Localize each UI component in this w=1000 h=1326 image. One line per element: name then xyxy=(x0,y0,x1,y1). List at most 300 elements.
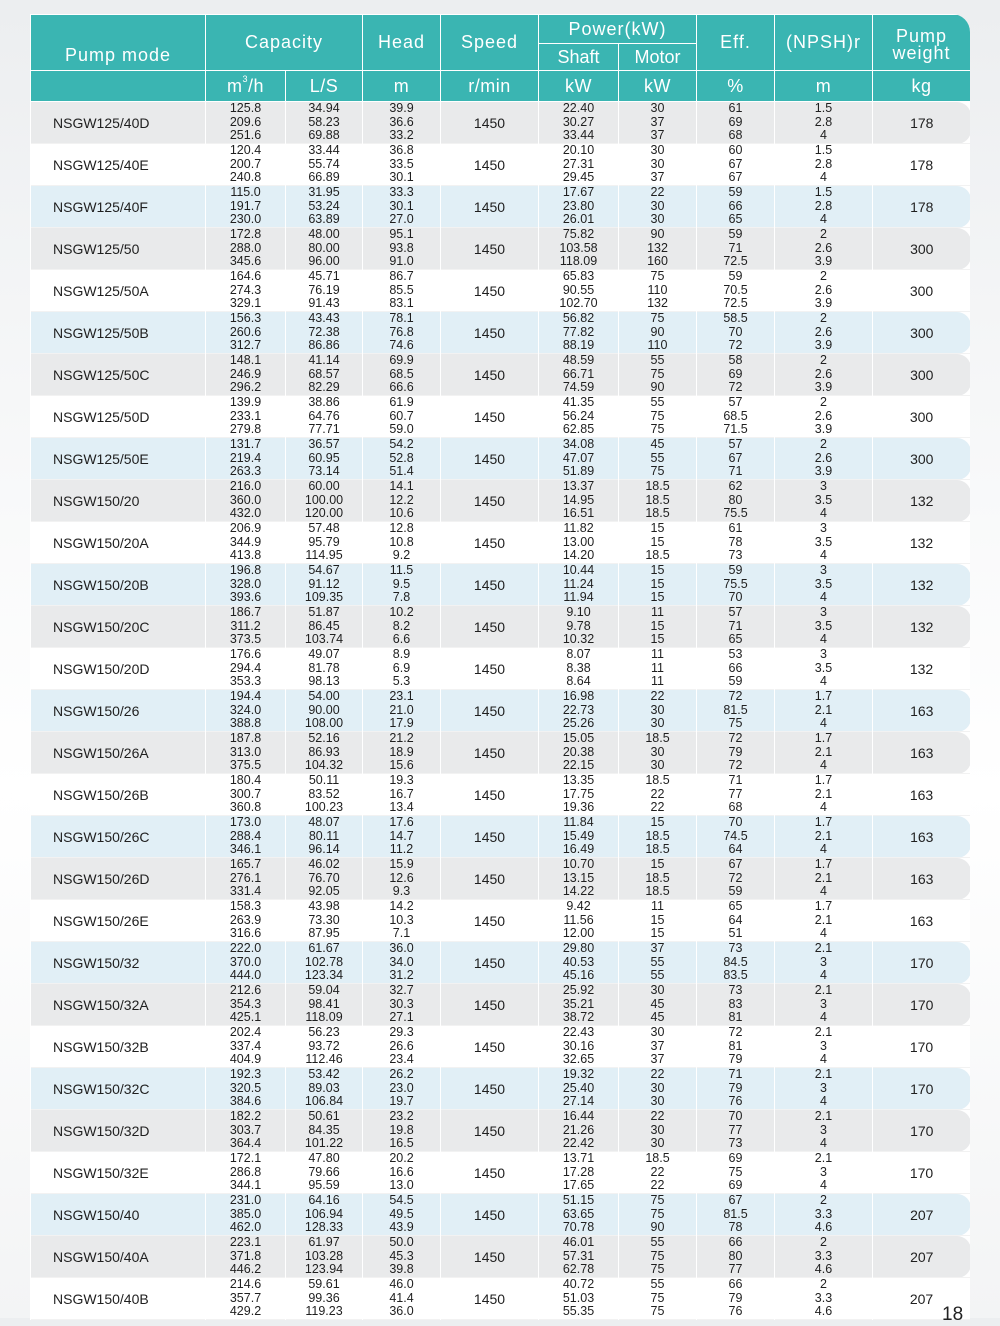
cell-head xyxy=(363,1236,441,1278)
cell-npsh-value: 2.6 xyxy=(814,450,833,465)
cell-capacity-m3h-value: 303.7 xyxy=(229,1122,262,1137)
cell-shaft-power xyxy=(539,102,619,144)
cell-motor-power-value: 110 xyxy=(647,338,668,353)
cell-eff xyxy=(697,1194,775,1236)
cell-shaft-power-value: 25.26 xyxy=(562,716,595,731)
cell-head-value: 11.5 xyxy=(389,563,414,578)
cell-npsh-value: 3.5 xyxy=(814,534,833,549)
cell-weight: 163 xyxy=(873,900,971,942)
cell-weight: 163 xyxy=(873,858,971,900)
cell-shaft-power-value: 17.67 xyxy=(562,185,595,200)
cell-shaft-power-value: 40.53 xyxy=(562,954,595,969)
cell-motor-power-value: 75 xyxy=(650,1206,665,1221)
cell-shaft-power-value: 29.45 xyxy=(562,170,595,185)
cell-capacity-ls-value: 89.03 xyxy=(308,1080,340,1095)
cell-head-value: 83.1 xyxy=(389,296,414,311)
cell-model: NSGW150/26 xyxy=(31,690,206,732)
header-motor: Motor xyxy=(619,44,697,71)
cell-capacity-m3h-value: 354.3 xyxy=(229,996,262,1011)
cell-eff-value: 70.5 xyxy=(723,282,748,297)
cell-weight: 300 xyxy=(873,228,971,270)
cell-eff-value: 76 xyxy=(728,1094,743,1109)
cell-eff-value: 51 xyxy=(728,926,743,941)
cell-head-value: 34.0 xyxy=(389,954,414,969)
cell-capacity-m3h-value: 156.3 xyxy=(229,311,262,326)
cell-capacity-ls xyxy=(286,1152,363,1194)
cell-capacity-m3h-value: 191.7 xyxy=(229,198,262,213)
cell-capacity-ls xyxy=(286,858,363,900)
cell-npsh-value: 4.6 xyxy=(814,1304,833,1319)
cell-shaft-power-value: 22.40 xyxy=(562,101,595,116)
cell-model: NSGW150/40 xyxy=(31,1194,206,1236)
cell-npsh-value: 2.1 xyxy=(814,786,833,801)
cell-eff-value: 74.5 xyxy=(723,828,748,843)
cell-capacity-ls xyxy=(286,942,363,984)
cell-capacity-ls-value: 51.87 xyxy=(308,605,340,620)
cell-capacity-ls-value: 48.00 xyxy=(308,227,340,242)
cell-eff-value: 81 xyxy=(728,1038,743,1053)
cell-capacity-ls-value: 96.00 xyxy=(308,254,340,269)
cell-eff-value: 73 xyxy=(728,1136,743,1151)
cell-shaft-power-value: 13.35 xyxy=(562,773,595,788)
cell-shaft-power xyxy=(539,312,619,354)
cell-capacity-ls-value: 60.95 xyxy=(308,450,340,465)
cell-capacity-m3h-value: 393.6 xyxy=(229,590,262,605)
cell-capacity-ls xyxy=(286,1068,363,1110)
cell-capacity-ls-value: 123.94 xyxy=(304,1262,344,1277)
cell-head-value: 7.8 xyxy=(392,590,411,605)
cell-eff-value: 83.5 xyxy=(723,968,748,983)
cell-head-value: 5.3 xyxy=(392,674,411,689)
cell-eff-value: 71 xyxy=(728,618,743,633)
cell-npsh-value: 3.5 xyxy=(814,492,833,507)
cell-head xyxy=(363,354,441,396)
cell-head-value: 19.3 xyxy=(389,773,414,788)
table-row xyxy=(31,774,971,816)
cell-shaft-power xyxy=(539,942,619,984)
cell-capacity-m3h-value: 324.0 xyxy=(229,702,262,717)
cell-capacity-m3h-value: 276.1 xyxy=(229,870,262,885)
cell-head xyxy=(363,270,441,312)
cell-capacity-ls-value: 100.00 xyxy=(304,492,344,507)
cell-head-value: 21.0 xyxy=(389,702,414,717)
cell-speed: 1450 xyxy=(441,858,539,900)
cell-npsh-value: 4 xyxy=(820,674,827,689)
unit-head: m xyxy=(363,71,441,102)
cell-shaft-power-value: 11.24 xyxy=(563,576,594,591)
table-body xyxy=(31,102,971,1320)
cell-head-value: 19.8 xyxy=(389,1122,414,1137)
cell-eff-value: 79 xyxy=(728,744,743,759)
cell-eff-value: 75 xyxy=(728,716,743,731)
cell-npsh-value: 3.3 xyxy=(814,1290,833,1305)
cell-npsh xyxy=(775,606,873,648)
cell-shaft-power-value: 20.38 xyxy=(562,744,595,759)
cell-capacity-ls xyxy=(286,732,363,774)
cell-shaft-power-value: 32.65 xyxy=(562,1052,595,1067)
cell-head-value: 74.6 xyxy=(389,338,414,353)
cell-model: NSGW125/40E xyxy=(31,144,206,186)
cell-capacity-m3h xyxy=(206,270,286,312)
cell-shaft-power-value: 35.21 xyxy=(562,996,595,1011)
cell-eff-value: 67 xyxy=(728,156,743,171)
cell-head-value: 23.0 xyxy=(389,1080,414,1095)
cell-npsh-value: 4 xyxy=(820,590,827,605)
cell-eff-value: 57 xyxy=(728,605,743,620)
table-header xyxy=(31,15,971,102)
cell-npsh-value: 4 xyxy=(820,1010,827,1025)
cell-shaft-power-value: 9.78 xyxy=(566,618,591,633)
cell-eff xyxy=(697,354,775,396)
cell-npsh-value: 4 xyxy=(820,716,827,731)
cell-eff-value: 71.5 xyxy=(723,422,748,437)
cell-head-value: 16.5 xyxy=(389,1136,414,1151)
cell-shaft-power xyxy=(539,858,619,900)
cell-shaft-power-value: 46.01 xyxy=(562,1235,595,1250)
cell-motor-power-value: 18.5 xyxy=(645,828,670,843)
cell-npsh-value: 3 xyxy=(820,605,827,620)
cell-motor-power-value: 30 xyxy=(650,1094,665,1109)
cell-npsh-value: 4 xyxy=(820,1094,827,1109)
cell-shaft-power xyxy=(539,1152,619,1194)
cell-shaft-power-value: 56.24 xyxy=(562,408,595,423)
cell-motor-power-value: 18.5 xyxy=(645,1151,670,1166)
cell-npsh xyxy=(775,522,873,564)
cell-eff-value: 75.5 xyxy=(723,506,748,521)
header-pump-weight xyxy=(873,15,971,71)
cell-head-value: 14.1 xyxy=(389,479,414,494)
cell-capacity-ls-value: 73.14 xyxy=(308,464,340,479)
cell-model: NSGW150/32D xyxy=(31,1110,206,1152)
cell-capacity-m3h-value: 345.6 xyxy=(229,254,262,269)
cell-shaft-power-value: 30.27 xyxy=(562,114,595,129)
cell-motor-power-value: 15 xyxy=(650,576,665,591)
cell-head-value: 43.9 xyxy=(389,1220,414,1235)
cell-model: NSGW150/32C xyxy=(31,1068,206,1110)
table-row xyxy=(31,1278,971,1320)
cell-capacity-ls-value: 55.74 xyxy=(308,156,340,171)
cell-npsh-value: 2.6 xyxy=(814,282,833,297)
cell-motor-power xyxy=(619,522,697,564)
cell-shaft-power-value: 13.00 xyxy=(562,534,595,549)
cell-model: NSGW150/20 xyxy=(31,480,206,522)
cell-motor-power-value: 22 xyxy=(650,689,665,704)
cell-head xyxy=(363,480,441,522)
cell-shaft-power-value: 77.82 xyxy=(562,324,595,339)
unit-m3h: $m^3/h$ xyxy=(206,71,286,102)
cell-capacity-ls-value: 52.16 xyxy=(308,731,340,746)
cell-capacity-ls-value: 56.23 xyxy=(308,1025,340,1040)
cell-capacity-ls-value: 54.67 xyxy=(308,563,340,578)
cell-head-value: 85.5 xyxy=(389,282,414,297)
cell-head-value: 54.2 xyxy=(389,437,414,452)
cell-weight: 178 xyxy=(873,186,971,228)
cell-motor-power xyxy=(619,396,697,438)
cell-head xyxy=(363,1110,441,1152)
cell-shaft-power-value: 23.80 xyxy=(562,198,595,213)
cell-shaft-power xyxy=(539,1278,619,1320)
cell-shaft-power-value: 30.16 xyxy=(562,1038,595,1053)
cell-motor-power-value: 90 xyxy=(650,227,665,242)
cell-head xyxy=(363,942,441,984)
cell-motor-power xyxy=(619,312,697,354)
cell-motor-power xyxy=(619,438,697,480)
cell-head xyxy=(363,1152,441,1194)
table-row xyxy=(31,396,971,438)
header-power: Power(kW) xyxy=(539,15,697,44)
cell-head-value: 33.2 xyxy=(389,128,414,143)
cell-npsh-value: 1.5 xyxy=(814,185,833,200)
cell-head-value: 21.2 xyxy=(389,731,414,746)
cell-head-value: 68.5 xyxy=(389,366,414,381)
cell-head xyxy=(363,648,441,690)
cell-weight: 163 xyxy=(873,774,971,816)
cell-shaft-power-value: 22.15 xyxy=(562,758,595,773)
cell-motor-power xyxy=(619,942,697,984)
cell-model: NSGW125/50A xyxy=(31,270,206,312)
cell-model: NSGW125/50C xyxy=(31,354,206,396)
cell-capacity-m3h-value: 200.7 xyxy=(229,156,262,171)
cell-shaft-power xyxy=(539,774,619,816)
cell-capacity-m3h-value: 251.6 xyxy=(229,128,262,143)
cell-motor-power-value: 15 xyxy=(650,618,665,633)
cell-eff xyxy=(697,774,775,816)
cell-head-value: 14.2 xyxy=(389,899,414,914)
cell-capacity-m3h-value: 182.2 xyxy=(229,1109,262,1124)
cell-motor-power-value: 30 xyxy=(650,744,665,759)
table-row xyxy=(31,690,971,732)
cell-motor-power-value: 75 xyxy=(650,1193,665,1208)
cell-eff-value: 80 xyxy=(728,1248,743,1263)
cell-eff-value: 67 xyxy=(728,170,743,185)
cell-speed: 1450 xyxy=(441,1152,539,1194)
cell-motor-power-value: 18.5 xyxy=(645,773,670,788)
cell-motor-power xyxy=(619,480,697,522)
cell-head-value: 16.7 xyxy=(389,786,414,801)
cell-npsh-value: 2.1 xyxy=(814,1025,833,1040)
cell-capacity-m3h-value: 320.5 xyxy=(229,1080,262,1095)
cell-capacity-ls-value: 87.95 xyxy=(308,926,340,941)
cell-head-value: 69.9 xyxy=(389,353,414,368)
cell-capacity-m3h xyxy=(206,858,286,900)
cell-weight: 170 xyxy=(873,1026,971,1068)
cell-motor-power xyxy=(619,1278,697,1320)
page-number: 18 xyxy=(942,1304,964,1325)
cell-head xyxy=(363,690,441,732)
cell-npsh-value: 2 xyxy=(820,1193,827,1208)
cell-shaft-power xyxy=(539,690,619,732)
cell-speed: 1450 xyxy=(441,312,539,354)
cell-capacity-m3h-value: 233.1 xyxy=(229,408,262,423)
cell-shaft-power-value: 25.92 xyxy=(562,983,595,998)
cell-capacity-m3h-value: 360.0 xyxy=(229,492,262,507)
cell-head-value: 33.3 xyxy=(389,185,414,200)
cell-capacity-ls-value: 33.44 xyxy=(308,143,340,158)
cell-npsh-value: 1.7 xyxy=(814,899,833,914)
cell-motor-power xyxy=(619,984,697,1026)
cell-eff-value: 71 xyxy=(728,773,743,788)
cell-capacity-m3h-value: 432.0 xyxy=(229,506,262,521)
cell-capacity-ls-value: 104.32 xyxy=(304,758,344,773)
cell-shaft-power-value: 29.80 xyxy=(562,941,595,956)
cell-eff-value: 59 xyxy=(728,185,743,200)
cell-shaft-power-value: 22.73 xyxy=(562,702,595,717)
cell-motor-power-value: 30 xyxy=(650,1080,665,1095)
cell-speed: 1450 xyxy=(441,1026,539,1068)
cell-capacity-m3h-value: 202.4 xyxy=(229,1025,262,1040)
cell-npsh xyxy=(775,102,873,144)
cell-motor-power xyxy=(619,732,697,774)
cell-shaft-power xyxy=(539,816,619,858)
cell-motor-power-value: 132 xyxy=(647,240,668,255)
cell-capacity-ls-value: 90.00 xyxy=(308,702,340,717)
cell-npsh-value: 3.9 xyxy=(814,422,833,437)
pump-spec-table xyxy=(30,14,970,1320)
table-row xyxy=(31,186,971,228)
cell-head-value: 30.1 xyxy=(389,198,414,213)
cell-head-value: 6.9 xyxy=(392,660,411,675)
cell-shaft-power-value: 25.40 xyxy=(562,1080,595,1095)
cell-capacity-m3h-value: 331.4 xyxy=(229,884,262,899)
cell-capacity-m3h-value: 186.7 xyxy=(229,605,262,620)
cell-npsh xyxy=(775,648,873,690)
cell-capacity-m3h-value: 373.5 xyxy=(229,632,262,647)
cell-shaft-power xyxy=(539,228,619,270)
cell-motor-power-value: 15 xyxy=(650,563,665,578)
cell-capacity-m3h-value: 180.4 xyxy=(229,773,262,788)
cell-shaft-power-value: 14.95 xyxy=(562,492,595,507)
cell-capacity-m3h-value: 404.9 xyxy=(229,1052,262,1067)
cell-motor-power xyxy=(619,606,697,648)
cell-head-value: 36.6 xyxy=(389,114,414,129)
cell-capacity-m3h-value: 274.3 xyxy=(229,282,262,297)
cell-eff-value: 72 xyxy=(728,689,743,704)
cell-eff-value: 59 xyxy=(728,269,743,284)
cell-npsh-value: 3 xyxy=(820,1164,827,1179)
cell-motor-power-value: 15 xyxy=(650,632,665,647)
cell-capacity-ls-value: 64.16 xyxy=(308,1193,340,1208)
cell-capacity-m3h-value: 370.0 xyxy=(229,954,262,969)
cell-capacity-ls-value: 101.22 xyxy=(304,1136,344,1151)
cell-head-value: 18.9 xyxy=(389,744,414,759)
table-row xyxy=(31,312,971,354)
cell-capacity-m3h-value: 139.9 xyxy=(229,395,262,410)
cell-head xyxy=(363,186,441,228)
cell-npsh-value: 2 xyxy=(820,437,827,452)
cell-speed: 1450 xyxy=(441,228,539,270)
cell-capacity-m3h-value: 173.0 xyxy=(229,815,262,830)
cell-head-value: 15.6 xyxy=(389,758,414,773)
cell-head-value: 26.6 xyxy=(389,1038,414,1053)
table-row xyxy=(31,858,971,900)
cell-npsh-value: 1.7 xyxy=(814,857,833,872)
cell-motor-power-value: 37 xyxy=(650,114,665,129)
unit-npsh: m xyxy=(775,71,873,102)
cell-eff-value: 66 xyxy=(728,1235,743,1250)
cell-eff-value: 66 xyxy=(728,660,743,675)
cell-head-value: 14.7 xyxy=(389,828,414,843)
cell-capacity-ls xyxy=(286,312,363,354)
cell-model: NSGW150/32A xyxy=(31,984,206,1026)
cell-motor-power-value: 18.5 xyxy=(645,506,670,521)
cell-npsh-value: 2.1 xyxy=(814,941,833,956)
cell-capacity-m3h-value: 288.0 xyxy=(229,240,262,255)
cell-capacity-ls-value: 47.80 xyxy=(308,1151,340,1166)
cell-head-value: 61.9 xyxy=(389,395,414,410)
cell-capacity-ls-value: 108.00 xyxy=(304,716,344,731)
cell-capacity-ls-value: 60.00 xyxy=(308,479,340,494)
header-capacity: Capacity xyxy=(206,15,363,71)
cell-shaft-power-value: 13.37 xyxy=(562,479,595,494)
cell-speed: 1450 xyxy=(441,774,539,816)
cell-eff-value: 72 xyxy=(728,758,743,773)
cell-shaft-power-value: 27.31 xyxy=(562,156,595,171)
cell-head-value: 60.7 xyxy=(389,408,414,423)
cell-capacity-ls-value: 61.67 xyxy=(308,941,340,956)
cell-eff-value: 53 xyxy=(728,647,743,662)
cell-capacity-ls xyxy=(286,606,363,648)
cell-eff-value: 71 xyxy=(728,240,743,255)
cell-capacity-ls-value: 53.42 xyxy=(308,1067,340,1082)
cell-npsh xyxy=(775,984,873,1026)
cell-capacity-ls-value: 120.00 xyxy=(304,506,344,521)
cell-npsh-value: 3.5 xyxy=(814,576,833,591)
cell-npsh xyxy=(775,312,873,354)
cell-capacity-m3h-value: 165.7 xyxy=(229,857,262,872)
cell-shaft-power xyxy=(539,984,619,1026)
cell-head xyxy=(363,396,441,438)
cell-shaft-power xyxy=(539,270,619,312)
cell-capacity-m3h xyxy=(206,186,286,228)
cell-eff-value: 65 xyxy=(728,212,743,227)
cell-capacity-ls xyxy=(286,648,363,690)
cell-capacity-m3h-value: 346.1 xyxy=(229,842,262,857)
cell-capacity-ls-value: 80.11 xyxy=(308,828,340,843)
cell-head-value: 41.4 xyxy=(389,1290,414,1305)
cell-capacity-ls-value: 93.72 xyxy=(308,1038,340,1053)
cell-eff-value: 70 xyxy=(728,815,743,830)
cell-capacity-m3h-value: 194.4 xyxy=(229,689,262,704)
cell-capacity-m3h-value: 316.6 xyxy=(229,926,262,941)
cell-motor-power-value: 90 xyxy=(650,324,665,339)
cell-capacity-ls xyxy=(286,228,363,270)
cell-motor-power-value: 18.5 xyxy=(645,731,670,746)
cell-speed: 1450 xyxy=(441,690,539,732)
cell-head-value: 78.1 xyxy=(389,311,414,326)
cell-head-value: 26.2 xyxy=(389,1067,414,1082)
cell-shaft-power-value: 17.75 xyxy=(562,786,595,801)
cell-motor-power-value: 45 xyxy=(650,996,665,1011)
cell-head-value: 15.9 xyxy=(389,857,414,872)
cell-npsh-value: 4 xyxy=(820,842,827,857)
cell-capacity-m3h-value: 263.3 xyxy=(229,464,262,479)
cell-capacity-m3h xyxy=(206,1068,286,1110)
cell-eff xyxy=(697,186,775,228)
cell-motor-power xyxy=(619,900,697,942)
cell-model: NSGW150/20D xyxy=(31,648,206,690)
cell-capacity-m3h xyxy=(206,564,286,606)
cell-capacity-ls-value: 86.93 xyxy=(308,744,340,759)
cell-npsh-value: 3.9 xyxy=(814,380,833,395)
cell-shaft-power xyxy=(539,606,619,648)
cell-npsh-value: 2.6 xyxy=(814,240,833,255)
cell-motor-power xyxy=(619,858,697,900)
cell-eff xyxy=(697,438,775,480)
cell-head-value: 86.7 xyxy=(389,269,414,284)
cell-npsh xyxy=(775,690,873,732)
cell-motor-power-value: 55 xyxy=(650,353,665,368)
cell-capacity-ls-value: 95.79 xyxy=(308,534,340,549)
